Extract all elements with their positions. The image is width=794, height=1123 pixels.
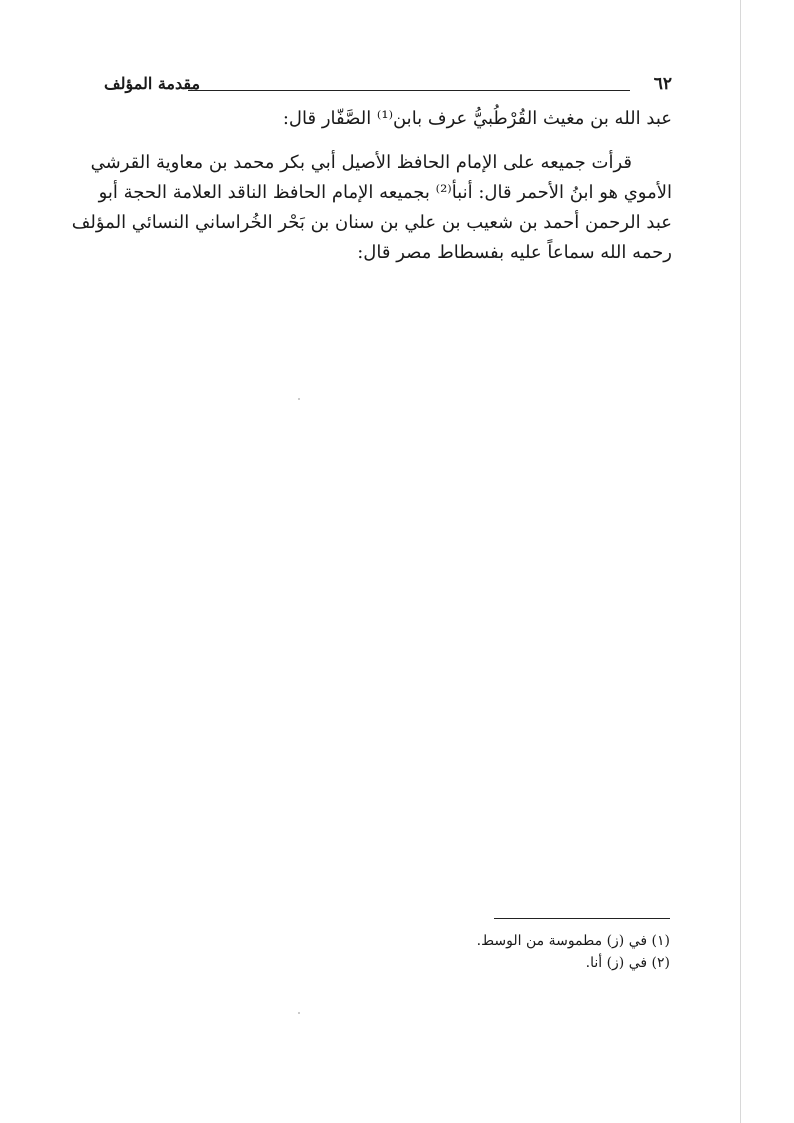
header-rule <box>188 90 630 91</box>
page-header <box>104 72 672 100</box>
paragraph-gap <box>100 134 672 148</box>
text-line-4: عبد الرحمن أحمد بن شعيب بن علي بن سنان بن بَحْر الخُراساني النسائي المؤلف <box>71 212 672 233</box>
scan-speck <box>298 398 300 400</box>
scan-speck <box>298 1012 300 1014</box>
footnotes <box>300 930 670 974</box>
scan-edge-line <box>740 0 741 1123</box>
page-number: ٦٢ <box>653 74 672 94</box>
text-line-3: الأموي هو ابنُ الأحمر قال: أنبأ⁽²⁾ بجميعه الإمام الحافظ الناقد العلامة الحجة أبو <box>98 182 672 203</box>
footnote-1: (١) في (ز) مطموسة من الوسط. <box>476 933 670 949</box>
main-text <box>71 104 672 268</box>
footnote-rule <box>494 918 670 919</box>
text-line-5: رحمه الله سماعاً عليه بفسطاط مصر قال: <box>357 242 672 263</box>
running-title: مقدمة المؤلف <box>104 74 201 93</box>
footnote-2: (٢) في (ز) أنا. <box>585 955 670 971</box>
text-line-1: عبد الله بن مغيث القُرْطُبيُّ عرف بابن⁽¹⁾ الصَّفّار قال: <box>282 108 672 129</box>
text-line-2: قرأت جميعه على الإمام الحافظ الأصيل أبي بكر محمد بن معاوية القرشي <box>90 152 632 173</box>
